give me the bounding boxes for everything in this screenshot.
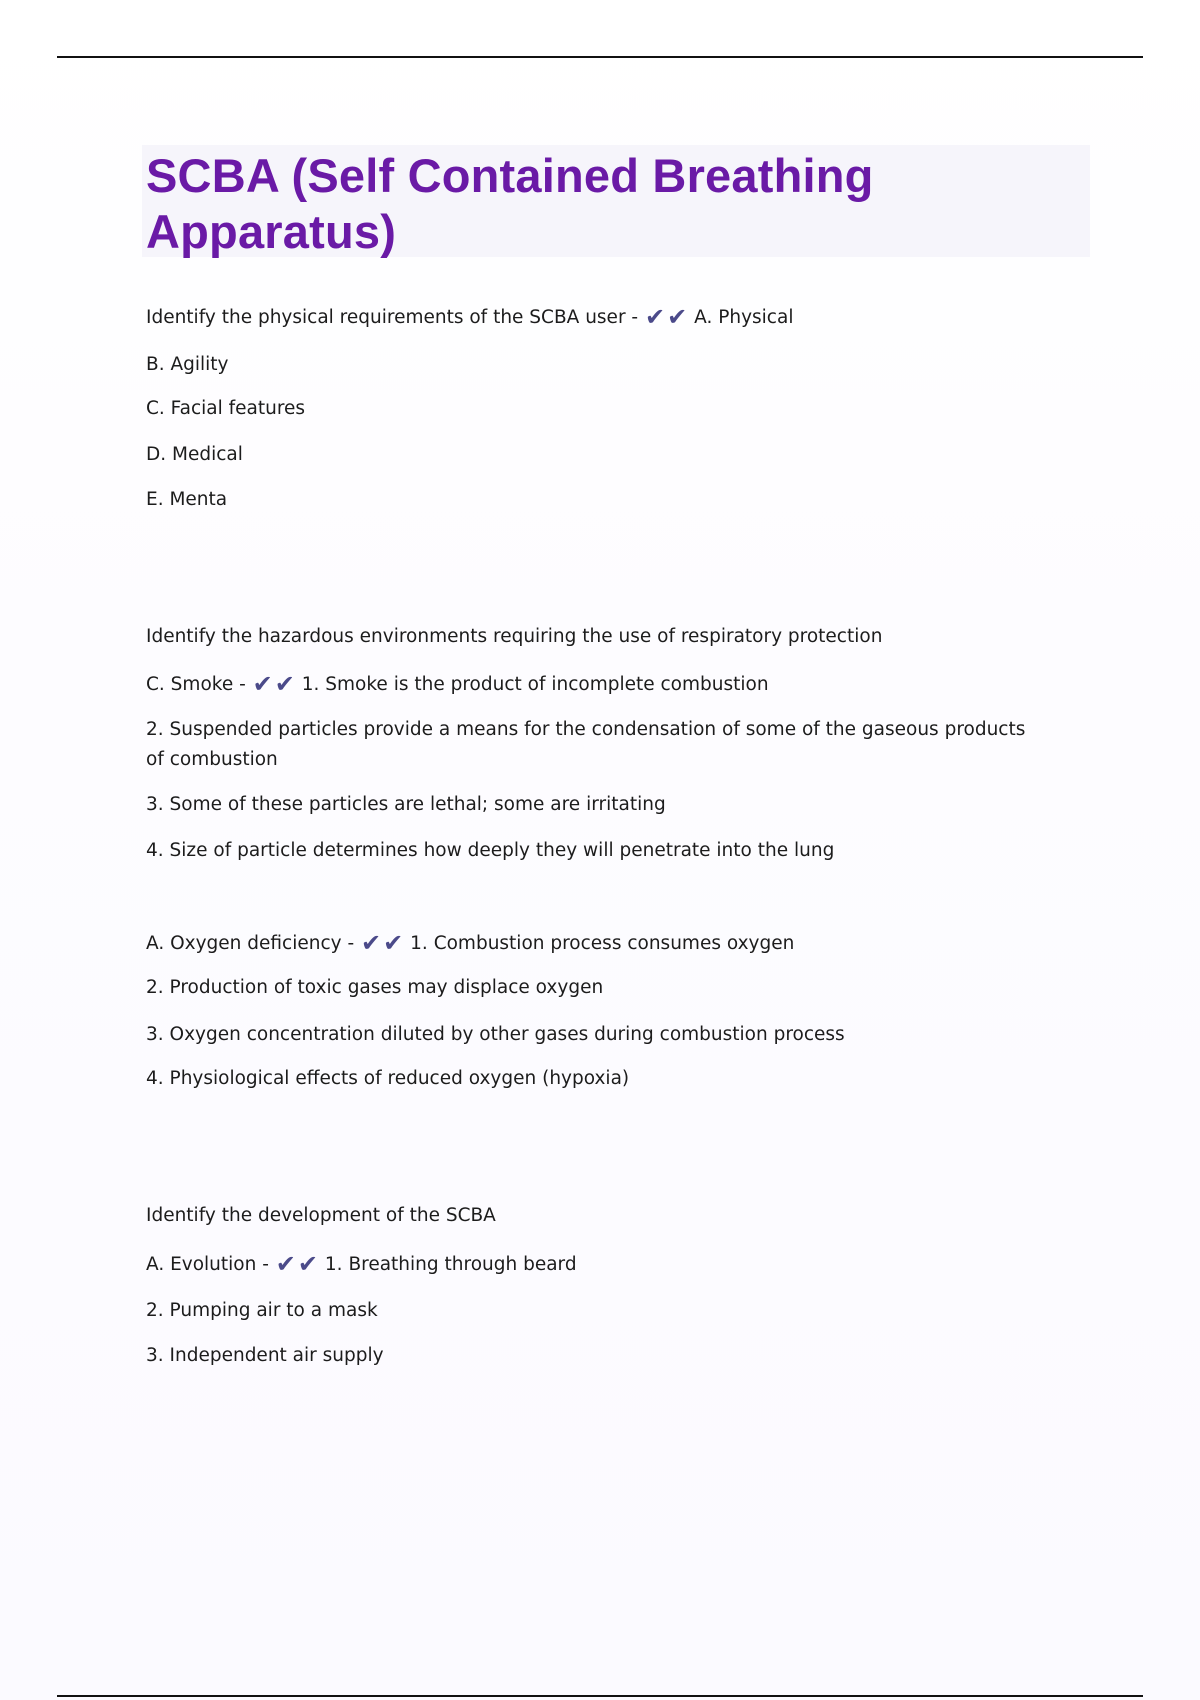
list-item: 2. Pumping air to a mask	[146, 1300, 378, 1321]
question-text: Identify the physical requirements of the SCBA user -	[146, 307, 639, 328]
list-item: 2. Suspended particles provide a means for the condensation of some of the gaseous products of combustion	[146, 719, 1026, 770]
list-item: D. Medical	[146, 444, 243, 465]
answer-text: 1. Breathing through beard	[324, 1254, 577, 1275]
check-icon: ✔	[275, 1250, 296, 1278]
check-icon: ✔	[252, 670, 273, 698]
list-item: 3. Oxygen concentration diluted by other gases during combustion process	[146, 1024, 845, 1045]
list-item: 2. Production of toxic gases may displace oxygen	[146, 977, 604, 998]
question-line	[146, 929, 1046, 959]
check-icon: ✔	[274, 670, 295, 698]
question-line	[146, 1250, 1046, 1280]
check-icon: ✔	[361, 929, 382, 957]
list-item: 3. Independent air supply	[146, 1345, 384, 1366]
document-title: SCBA (Self Contained Breathing Apparatus)	[146, 149, 874, 258]
list-item: 4. Size of particle determines how deeply they will penetrate into the lung	[146, 840, 835, 861]
check-icon: ✔	[645, 303, 666, 331]
list-item: 3. Some of these particles are lethal; some are irritating	[146, 794, 666, 815]
question-text: A. Oxygen deficiency -	[146, 933, 355, 954]
question-line	[146, 303, 1046, 333]
section-heading: Identify the development of the SCBA	[146, 1205, 496, 1226]
list-item: C. Facial features	[146, 398, 306, 419]
check-icon: ✔	[383, 929, 404, 957]
list-item: 4. Physiological effects of reduced oxygen (hypoxia)	[146, 1068, 630, 1089]
top-rule	[57, 56, 1143, 58]
bottom-rule	[57, 1695, 1143, 1697]
question-line	[146, 670, 1046, 700]
list-item: E. Menta	[146, 489, 228, 510]
answer-text: 1. Smoke is the product of incomplete combustion	[301, 674, 769, 695]
list-item: B. Agility	[146, 354, 229, 375]
question-text: C. Smoke -	[146, 674, 246, 695]
check-icon: ✔	[297, 1250, 319, 1278]
check-icon: ✔	[667, 303, 688, 331]
answer-text: 1. Combustion process consumes oxygen	[410, 933, 795, 954]
section-heading: Identify the hazardous environments requiring the use of respiratory protection	[146, 626, 883, 647]
question-text: A. Evolution -	[146, 1254, 269, 1275]
answer-text: A. Physical	[694, 307, 794, 328]
